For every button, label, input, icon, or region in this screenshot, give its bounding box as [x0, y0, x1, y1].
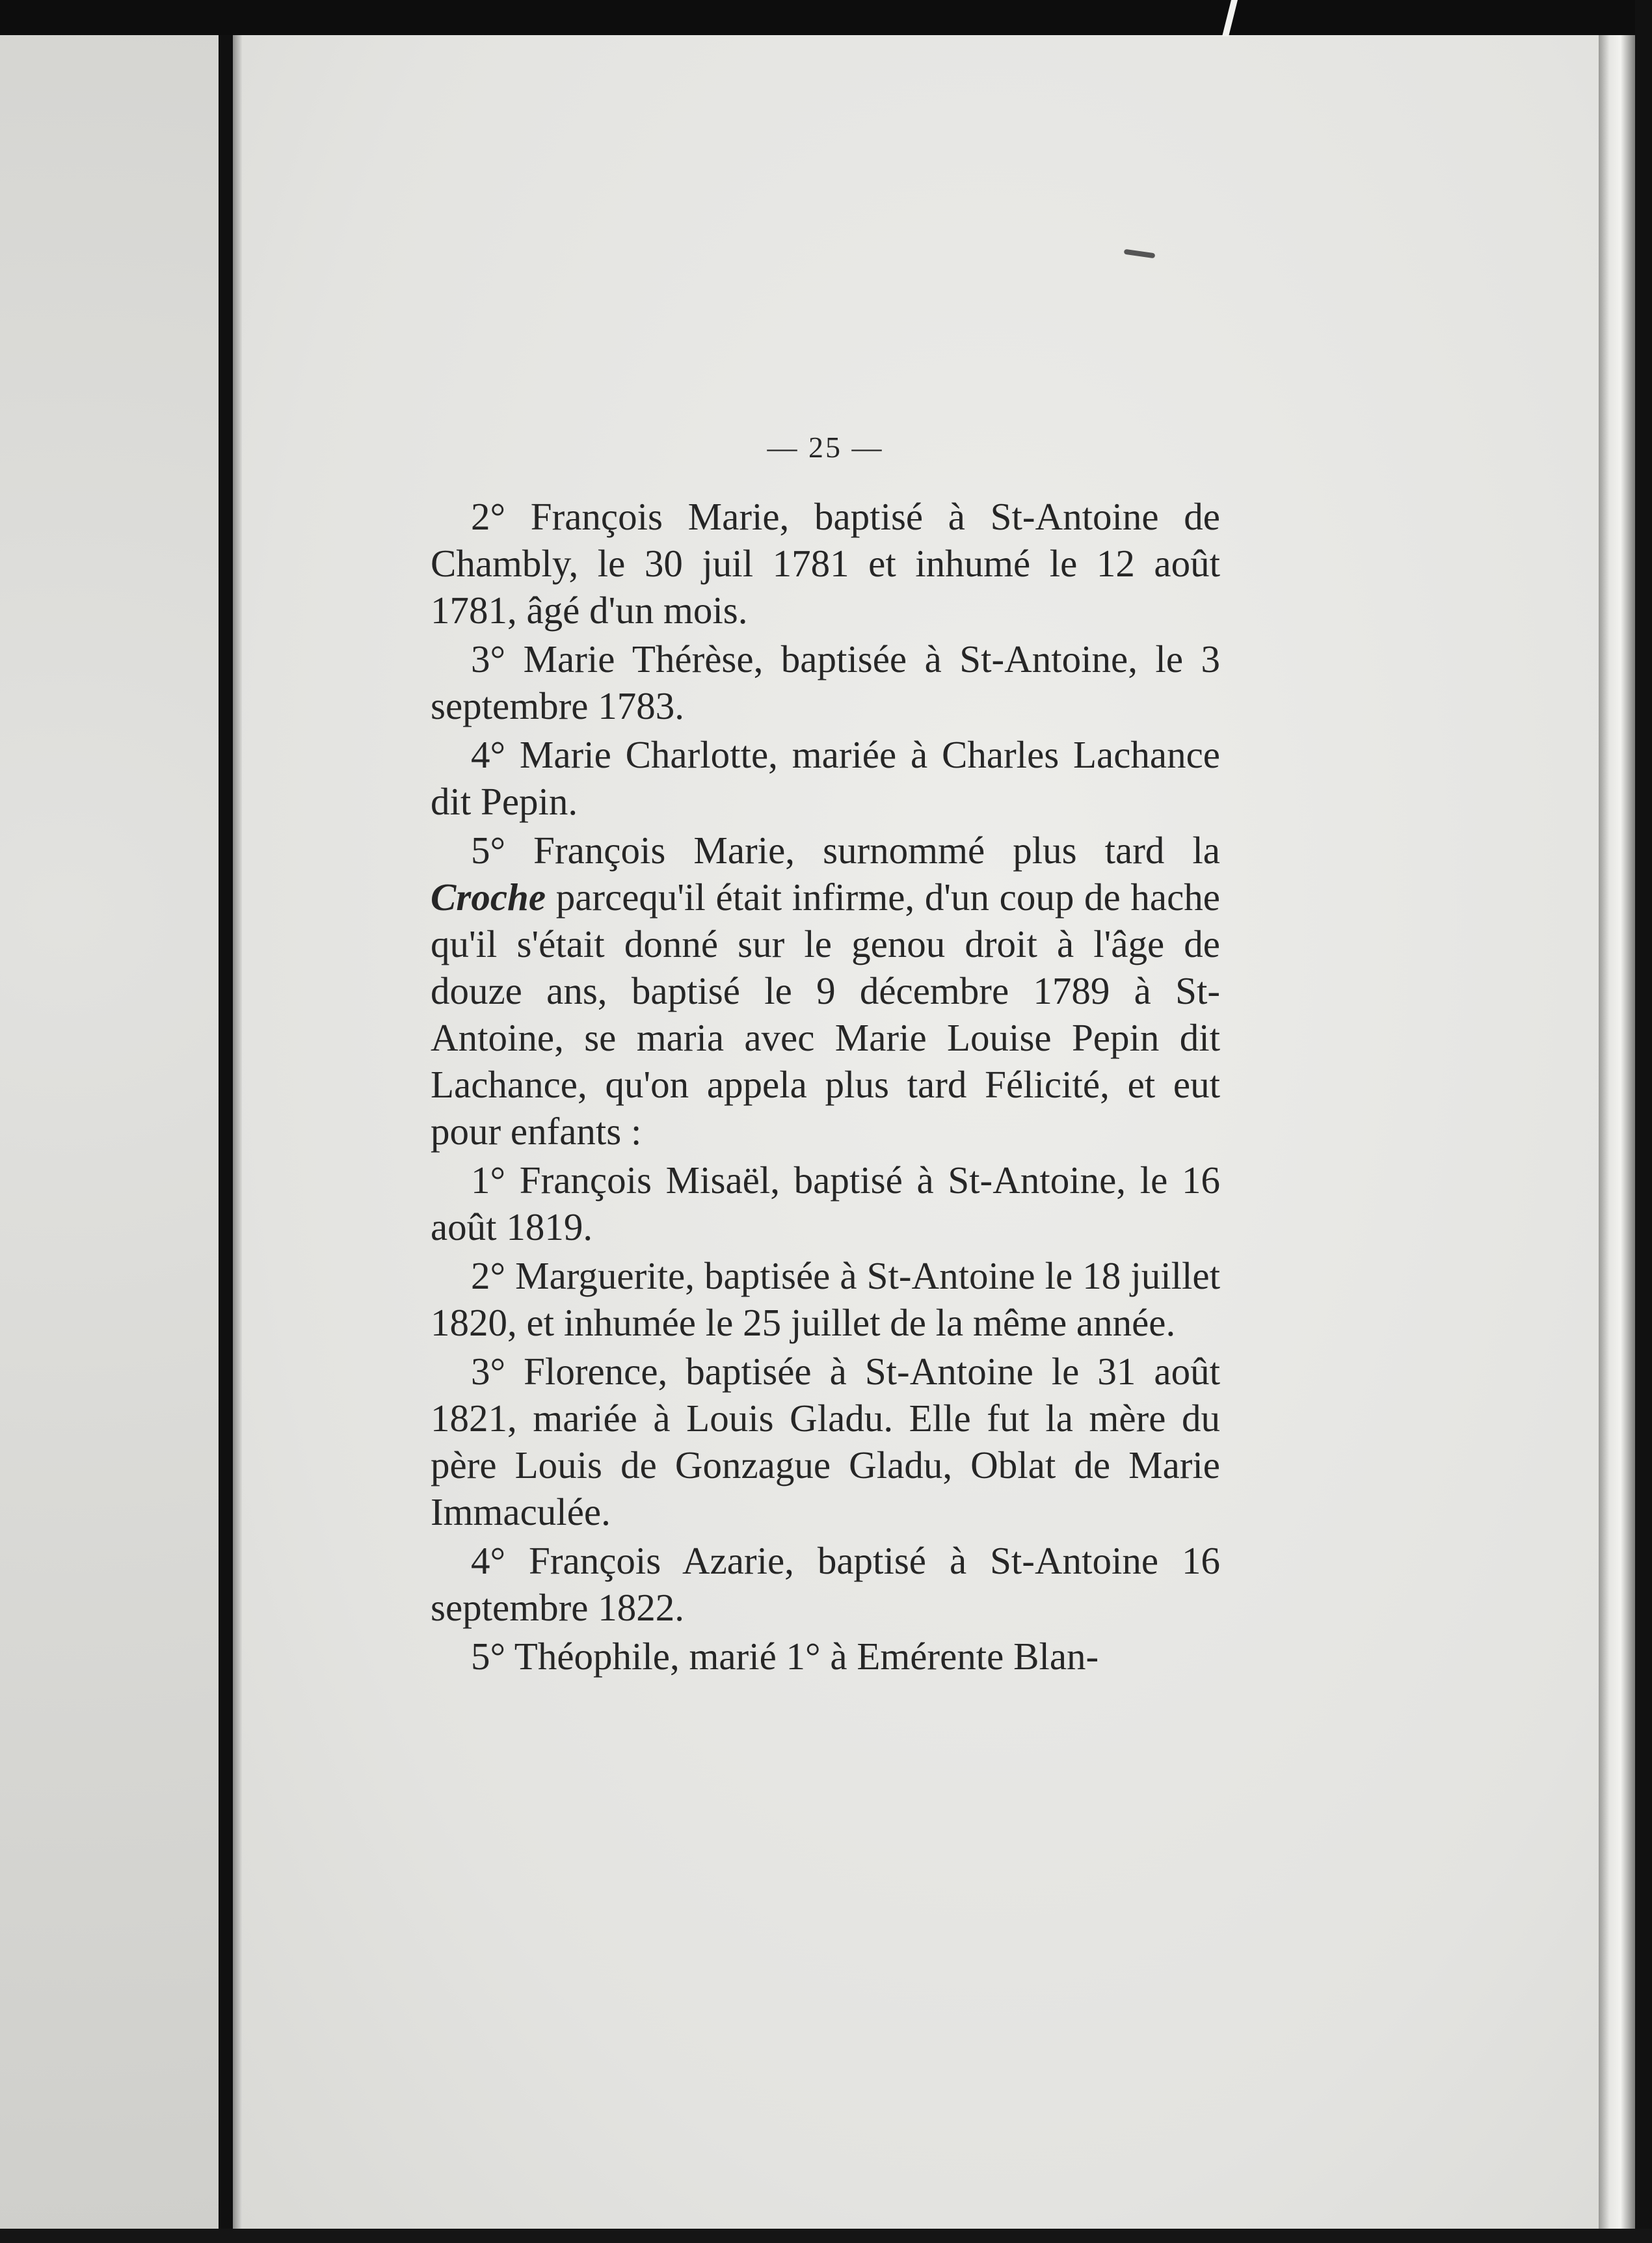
- emphasis-word: Croche: [431, 876, 546, 919]
- paragraph-entry: 2° Marguerite, baptisée à St-Antoine le 18 juillet 1820, et inhumée le 25 juillet de la même année.: [431, 1254, 1220, 1344]
- scan-frame-top: [0, 0, 1652, 35]
- page-number: — 25 —: [767, 431, 884, 464]
- paragraph-body: parcequ'il était infirme, d'un coup de hache qu'il s'était donné sur le genou droit à l'âge de douze ans, baptisé le 9 décembre 1789 à St-Antoine, se maria avec Marie Louise Pepin dit Lachance, qu'on appela plus tard Félicité, et eut pour enfants :: [431, 876, 1220, 1153]
- left-page-edge: [0, 35, 219, 2229]
- spine-shadow: [233, 35, 242, 2229]
- book-spine: [219, 35, 233, 2229]
- paragraph-entry: 4° François Azarie, baptisé à St-Antoine 16 septembre 1822.: [431, 1539, 1220, 1629]
- paragraph-entry: [431, 827, 1220, 1155]
- scan-frame-right: [1635, 0, 1652, 2243]
- paragraph-entry: 3° Marie Thérèse, baptisée à St-Antoine, le 3 septembre 1783.: [431, 638, 1220, 727]
- paragraph-entry: 2° François Marie, baptisé à St-Antoine de Chambly, le 30 juil 1781 et inhumé le 12 août 1781, âgé d'un mois.: [431, 495, 1220, 632]
- page-fore-edge: [1599, 35, 1635, 2229]
- paragraph-entry: 5° Théophile, marié 1° à Emérente Blan-: [471, 1635, 1099, 1678]
- page-text-block: [431, 429, 1220, 1682]
- scan-frame-bottom: [0, 2229, 1652, 2243]
- paragraph-entry: 3° Florence, baptisée à St-Antoine le 31 août 1821, mariée à Louis Gladu. Elle fut la mère du père Louis de Gonzague Gladu, Oblat de Marie Immaculée.: [431, 1350, 1220, 1533]
- paragraph-entry: 4° Marie Charlotte, mariée à Charles Lachance dit Pepin.: [431, 733, 1220, 823]
- paragraph-prefix: 5° François Marie, surnommé plus tard la: [471, 829, 1220, 872]
- paragraph-entry: 1° François Misaël, baptisé à St-Antoine, le 16 août 1819.: [431, 1159, 1220, 1248]
